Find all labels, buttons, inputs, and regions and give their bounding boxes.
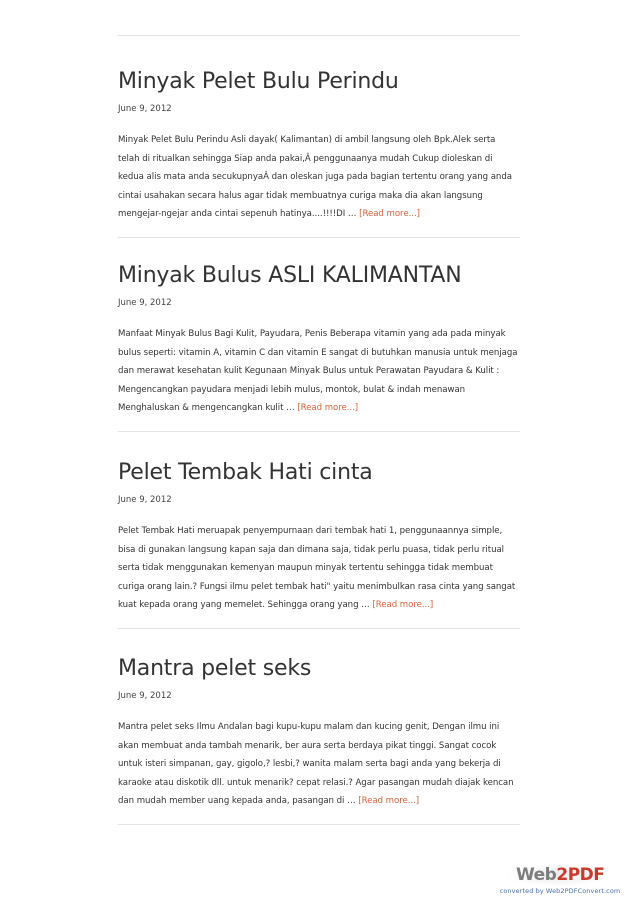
post-excerpt-text: Pelet Tembak Hati meruapak penyempurnaan dari tembak hati 1, penggunaannya simple, bisa di gunakan langsung kapan saja dan dimana saja, tidak perlu puasa, tidak perlu ritual serta tidak menggunakan kemenyan maupun minyak tertentu sehingga tidak membuat curiga orang lain.? Fungsi ilmu pelet tembak hati" yaitu menimbulkan rasa cinta yang sangat kuat kepada orang yang memelet. Sehingga orang yang … (118, 526, 516, 610)
converted-by-caption[interactable]: converted by Web2PDFConvert.com (499, 887, 621, 895)
post-date: June 9, 2012 (118, 495, 172, 505)
post-excerpt (118, 325, 518, 418)
web2pdf-watermark (496, 864, 624, 898)
post-excerpt (118, 131, 518, 224)
web2pdf-logo (516, 864, 605, 886)
post-excerpt-text: Mantra pelet seks Ilmu Andalan bagi kupu-kupu malam dan kucing genit, Dengan ilmu ini akan membuat anda tambah menarik, ber aura serta berdaya pikat tinggi. Sangat cocok untuk isteri simpanan, gay, gigolo,? lesbi,? wanita malam serta bagi anda yang bekerja di karaoke atau diskotik dll. untuk menarik? cepat relasi.? Agar pasangan mudah diajak kencan dan mudah member uang kepada anda, pasangan di … (118, 722, 514, 806)
read-more-link[interactable]: [Read more...] (359, 209, 420, 219)
post-title[interactable]: Minyak Bulus ASLI KALIMANTAN (118, 263, 462, 288)
read-more-link[interactable]: [Read more...] (372, 600, 434, 610)
post-excerpt-text: Manfaat Minyak Bulus Bagi Kulit, Payudara, Penis Beberapa vitamin yang ada pada minyak bulus seperti: vitamin A, vitamin C dan vitamin E sangat di butuhkan manusia untuk menjaga dan merawat kesehatan kulit Kegunaan Minyak Bulus untuk Perawatan Payudara & Kulit : Mengencangkan payudara menjadi lebih mulus, montok, bulat & indah menawan Menghaluskan & mengencangkan kulit … (118, 329, 518, 413)
post-entry (118, 655, 520, 825)
logo-pdf-text: 2PDF (556, 865, 605, 885)
post-divider (118, 237, 520, 238)
post-title[interactable]: Mantra pelet seks (118, 656, 312, 681)
read-more-link[interactable]: [Read more...] (297, 403, 359, 413)
post-entry (118, 68, 520, 238)
post-excerpt-text: Minyak Pelet Bulu Perindu Asli dayak( Kalimantan) di ambil langsung oleh Bpk.Alek serta telah di ritualkan sehingga Siap anda pakai,Â penggunaanya mudah Cukup dioleskan di kedua alis mata anda secukupnyaÂ dan oleskan juga pada bagian tertentu orang yang anda cintai usahakan secara halus agar tidak membuatnya curiga maka dia akan langsung mengejar-ngejar anda cintai sepenuh hatinya....!!!!DI … (118, 135, 512, 219)
logo-web-text: Web (516, 865, 557, 885)
post-title[interactable]: Minyak Pelet Bulu Perindu (118, 69, 399, 94)
post-divider (118, 431, 520, 432)
post-date: June 9, 2012 (118, 104, 172, 114)
post-title[interactable]: Pelet Tembak Hati cinta (118, 460, 373, 485)
post-divider (118, 824, 520, 825)
read-more-link[interactable]: [Read more...] (358, 796, 420, 806)
post-date: June 9, 2012 (118, 691, 172, 701)
top-divider (118, 35, 520, 36)
post-divider (118, 628, 520, 629)
post-excerpt (118, 718, 518, 811)
post-entry (118, 459, 520, 629)
post-date: June 9, 2012 (118, 298, 172, 308)
post-excerpt (118, 522, 518, 615)
post-entry (118, 262, 520, 432)
